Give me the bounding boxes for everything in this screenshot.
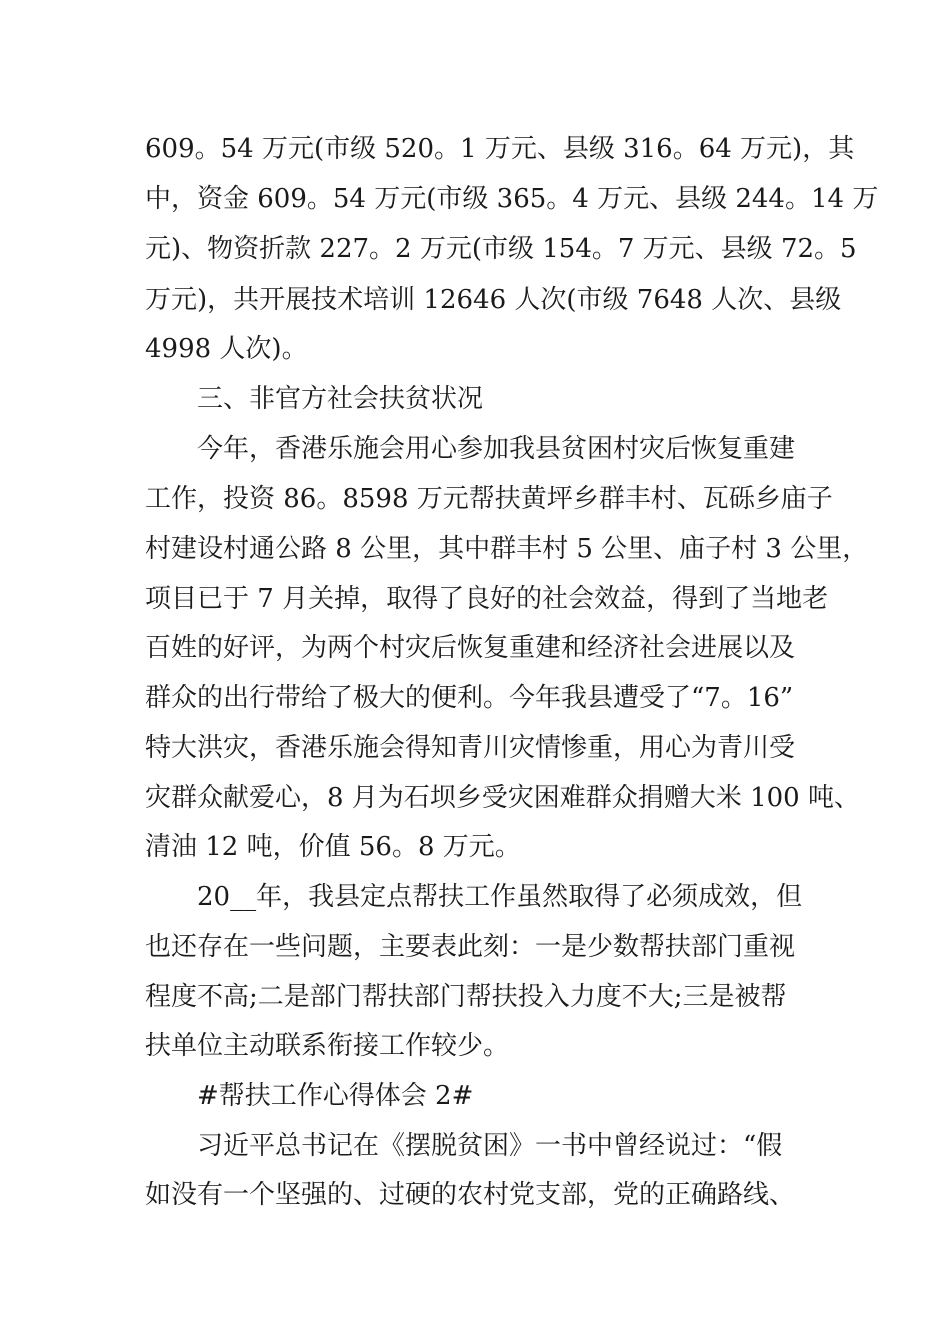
text-line-3: 元)、物资折款 227。2 万元(市级 154。7 万元、县级 72。5 <box>145 234 857 264</box>
text-line-18: 程度不高;二是部门帮扶部门帮扶投入力度不大;三是被帮 <box>145 982 787 1012</box>
text-line-11: 百姓的好评，为两个村灾后恢复重建和经济社会进展以及 <box>145 633 796 663</box>
text-line-22: 如没有一个坚强的、过硬的农村党支部，党的正确路线、 <box>145 1180 796 1210</box>
text-line-17: 也还存在一些问题，主要表此刻：一是少数帮扶部门重视 <box>145 932 796 962</box>
text-line-21: 习近平总书记在《摆脱贫困》一书中曾经说过：“假 <box>197 1131 783 1161</box>
section-heading: 三、非官方社会扶贫状况 <box>197 384 484 414</box>
text-line-12: 群众的出行带给了极大的便利。今年我县遭受了“7。16” <box>145 683 794 713</box>
text-line-14: 灾群众献爱心，8 月为石坝乡受灾困难群众捐赠大米 100 吨、 <box>145 783 860 813</box>
subheading: #帮扶工作心得体会 2# <box>197 1081 474 1111</box>
text-line-15: 清油 12 吨，价值 56。8 万元。 <box>145 832 521 862</box>
text-line-16: 20__年，我县定点帮扶工作虽然取得了必须成效，但 <box>197 882 803 912</box>
text-line-13: 特大洪灾，香港乐施会得知青川灾情惨重，用心为青川受 <box>145 733 796 763</box>
text-line-8: 工作，投资 86。8598 万元帮扶黄坪乡群丰村、瓦砾乡庙子 <box>145 484 833 514</box>
text-line-19: 扶单位主动联系衔接工作较少。 <box>145 1031 510 1061</box>
text-line-4: 万元)，共开展技术培训 12646 人次(市级 7648 人次、县级 <box>145 285 842 315</box>
text-line-1: 609。54 万元(市级 520。1 万元、县级 316。64 万元)，其 <box>145 134 855 164</box>
text-line-10: 项目已于 7 月关掉，取得了良好的社会效益，得到了当地老 <box>145 584 829 614</box>
text-line-7: 今年，香港乐施会用心参加我县贫困村灾后恢复重建 <box>197 434 796 464</box>
text-line-5: 4998 人次)。 <box>145 334 308 364</box>
text-line-2: 中，资金 609。54 万元(市级 365。4 万元、县级 244。14 万 <box>145 184 879 214</box>
text-line-9: 村建设村通公路 8 公里，其中群丰村 5 公里、庙子村 3 公里， <box>145 534 869 564</box>
